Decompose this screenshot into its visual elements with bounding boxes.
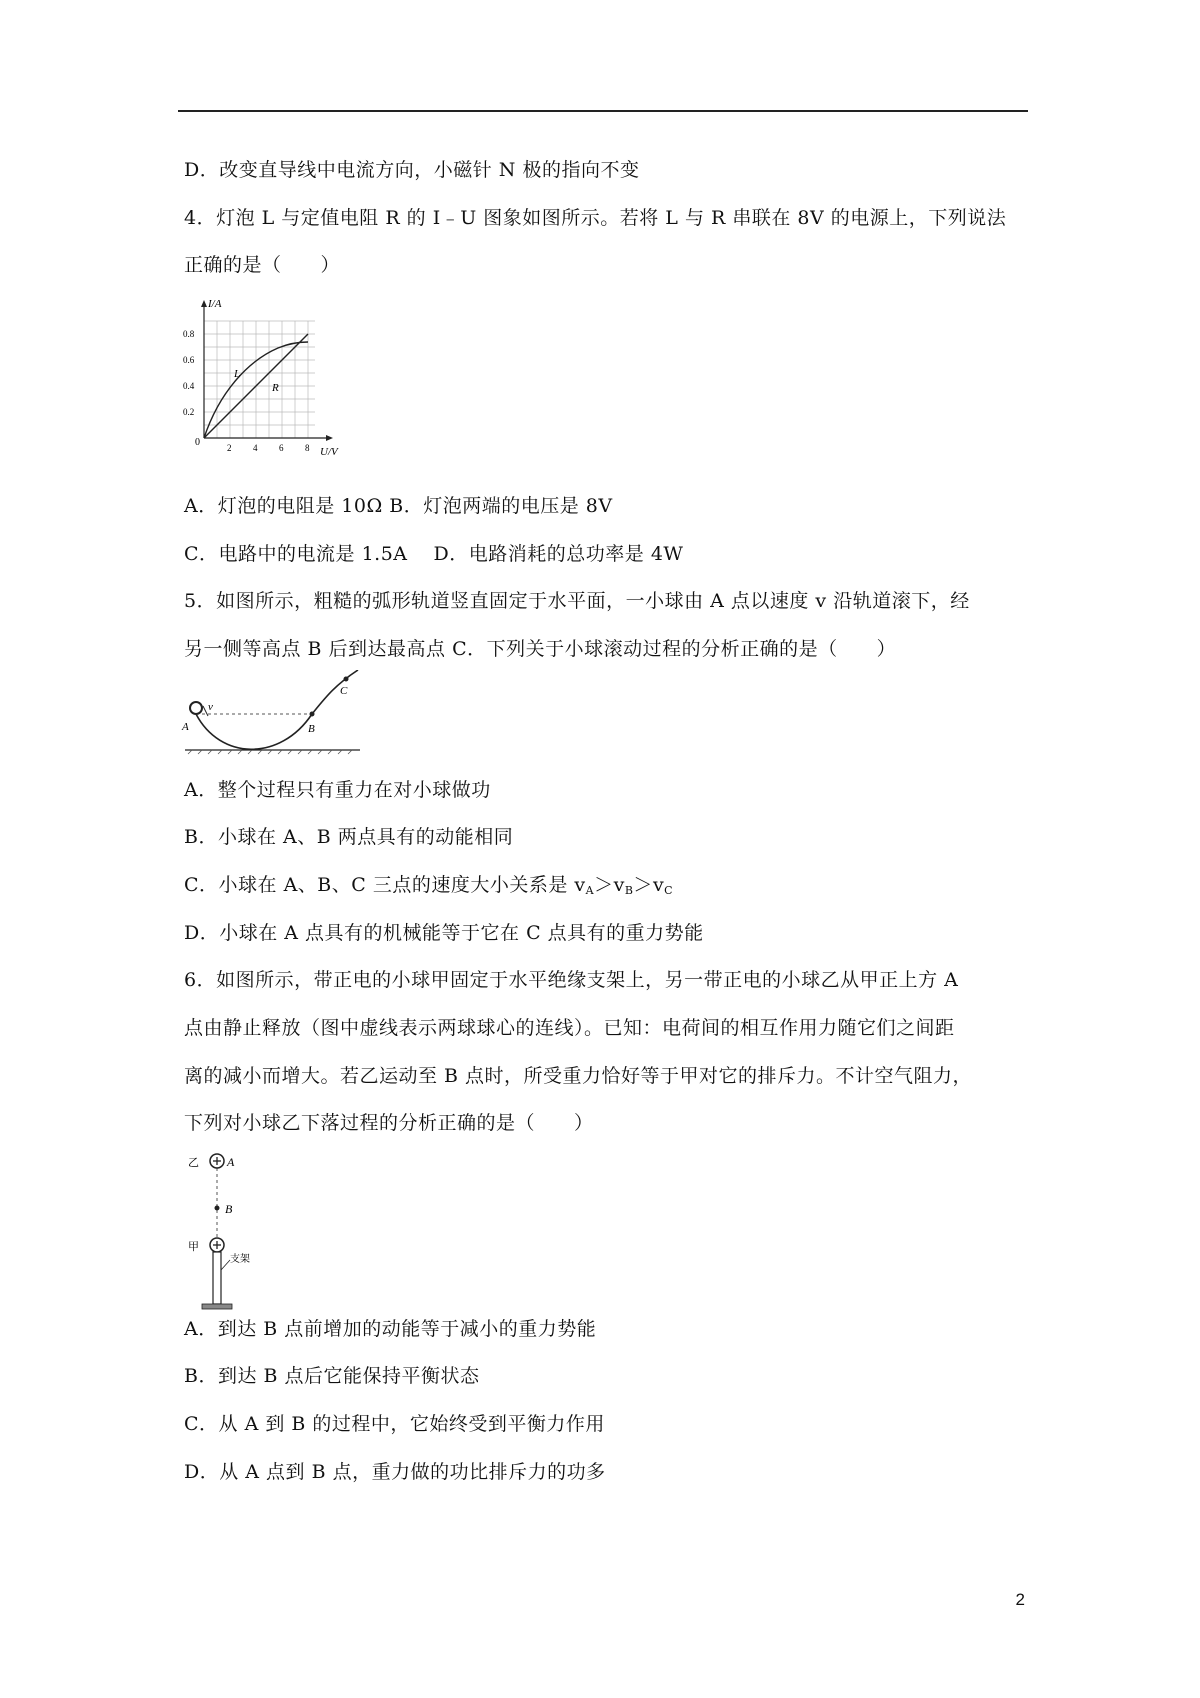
origin-label: 0: [195, 437, 200, 448]
q6-option-b: B．到达 B 点后它能保持平衡状态: [184, 1365, 480, 1387]
header-rule: [178, 110, 1028, 112]
q5-option-b: B．小球在 A、B 两点具有的动能相同: [184, 826, 514, 848]
q4-options-cd: C．电路中的电流是 1.5A D．电路消耗的总功率是 4W: [184, 543, 684, 565]
point-b: [215, 1206, 220, 1211]
q6-stem-line-1: 6．如图所示，带正电的小球甲固定于水平绝缘支架上，另一带正电的小球乙从甲正上方 A: [184, 969, 959, 991]
arc-track: [196, 670, 358, 749]
q6-option-d: D．从 A 点到 B 点，重力做的功比排斥力的功多: [184, 1461, 606, 1483]
x-tick-label: 8: [305, 443, 310, 453]
label-a: A: [227, 1155, 235, 1169]
q4-stem-line-2: 正确的是（ ）: [184, 254, 341, 276]
label-yi: 乙: [188, 1157, 199, 1169]
label-b: B: [225, 1202, 233, 1216]
q3-option-d: D．改变直导线中电流方向，小磁针 N 极的指向不变: [184, 159, 640, 181]
q6-option-c: C．从 A 到 B 的过程中，它始终受到平衡力作用: [184, 1413, 605, 1435]
x-axis-label: U/V: [320, 446, 338, 458]
q5-option-d: D．小球在 A 点具有的机械能等于它在 C 点具有的重力势能: [184, 922, 704, 944]
curve-r-label: R: [272, 382, 279, 394]
label-jia: 甲: [188, 1241, 199, 1253]
y-tick-label: 0.8: [183, 329, 195, 339]
y-axis-label: I/A: [208, 298, 222, 310]
label-v: v: [208, 701, 213, 713]
label-b: B: [308, 723, 315, 735]
y-tick-label: 0.6: [183, 355, 195, 365]
q5-track-figure: [180, 670, 370, 755]
q4-stem-line-1: 4．灯泡 L 与定值电阻 R 的 I﹣U 图象如图所示。若将 L 与 R 串联在 8V 的电源上，下列说法: [184, 207, 1007, 229]
q6-option-a: A．到达 B 点前增加的动能等于减小的重力势能: [184, 1318, 597, 1340]
q6-stem-line-4: 下列对小球乙下落过程的分析正确的是（ ）: [184, 1112, 594, 1134]
q4-options-ab: A．灯泡的电阻是 10Ω B．灯泡两端的电压是 8V: [184, 495, 613, 517]
support-base: [202, 1304, 232, 1309]
x-tick-label: 6: [279, 443, 284, 453]
q5-option-c-text: C．小球在 A、B、C 三点的速度大小关系是: [184, 874, 575, 896]
x-tick-label: 4: [253, 443, 258, 453]
y-tick-label: 0.4: [183, 381, 195, 391]
q5-option-c: C．小球在 A、B、C 三点的速度大小关系是 $v_A>v_B>v_C$: [184, 874, 674, 897]
y-tick-label: 0.2: [183, 407, 195, 417]
q5-stem-line-2: 另一侧等高点 B 后到达最高点 C．下列关于小球滚动过程的分析正确的是（ ）: [184, 638, 897, 660]
curve-l-label: L: [234, 368, 241, 380]
q4-iu-graph: [180, 295, 360, 475]
x-tick-label: 2: [227, 443, 232, 453]
q6-stem-line-2: 点由静止释放（图中虚线表示两球球心的连线）。已知：电荷间的相互作用力随它们之间距: [184, 1017, 955, 1039]
label-a: A: [182, 721, 189, 733]
label-c: C: [340, 685, 348, 697]
label-support: 支架: [230, 1254, 250, 1265]
support-stand: [213, 1252, 221, 1304]
q6-stem-line-3: 离的减小而增大。若乙运动至 B 点时，所受重力恰好等于甲对它的排斥力。不计空气阻力，: [184, 1065, 973, 1087]
q6-charges-figure: [180, 1150, 290, 1320]
q5-option-a: A．整个过程只有重力在对小球做功: [184, 779, 491, 801]
page-number: 2: [1015, 1590, 1025, 1609]
q5-stem-line-1: 5．如图所示，粗糙的弧形轨道竖直固定于水平面，一小球由 A 点以速度 v 沿轨道滚下，经: [184, 590, 970, 612]
ball: [190, 702, 202, 714]
